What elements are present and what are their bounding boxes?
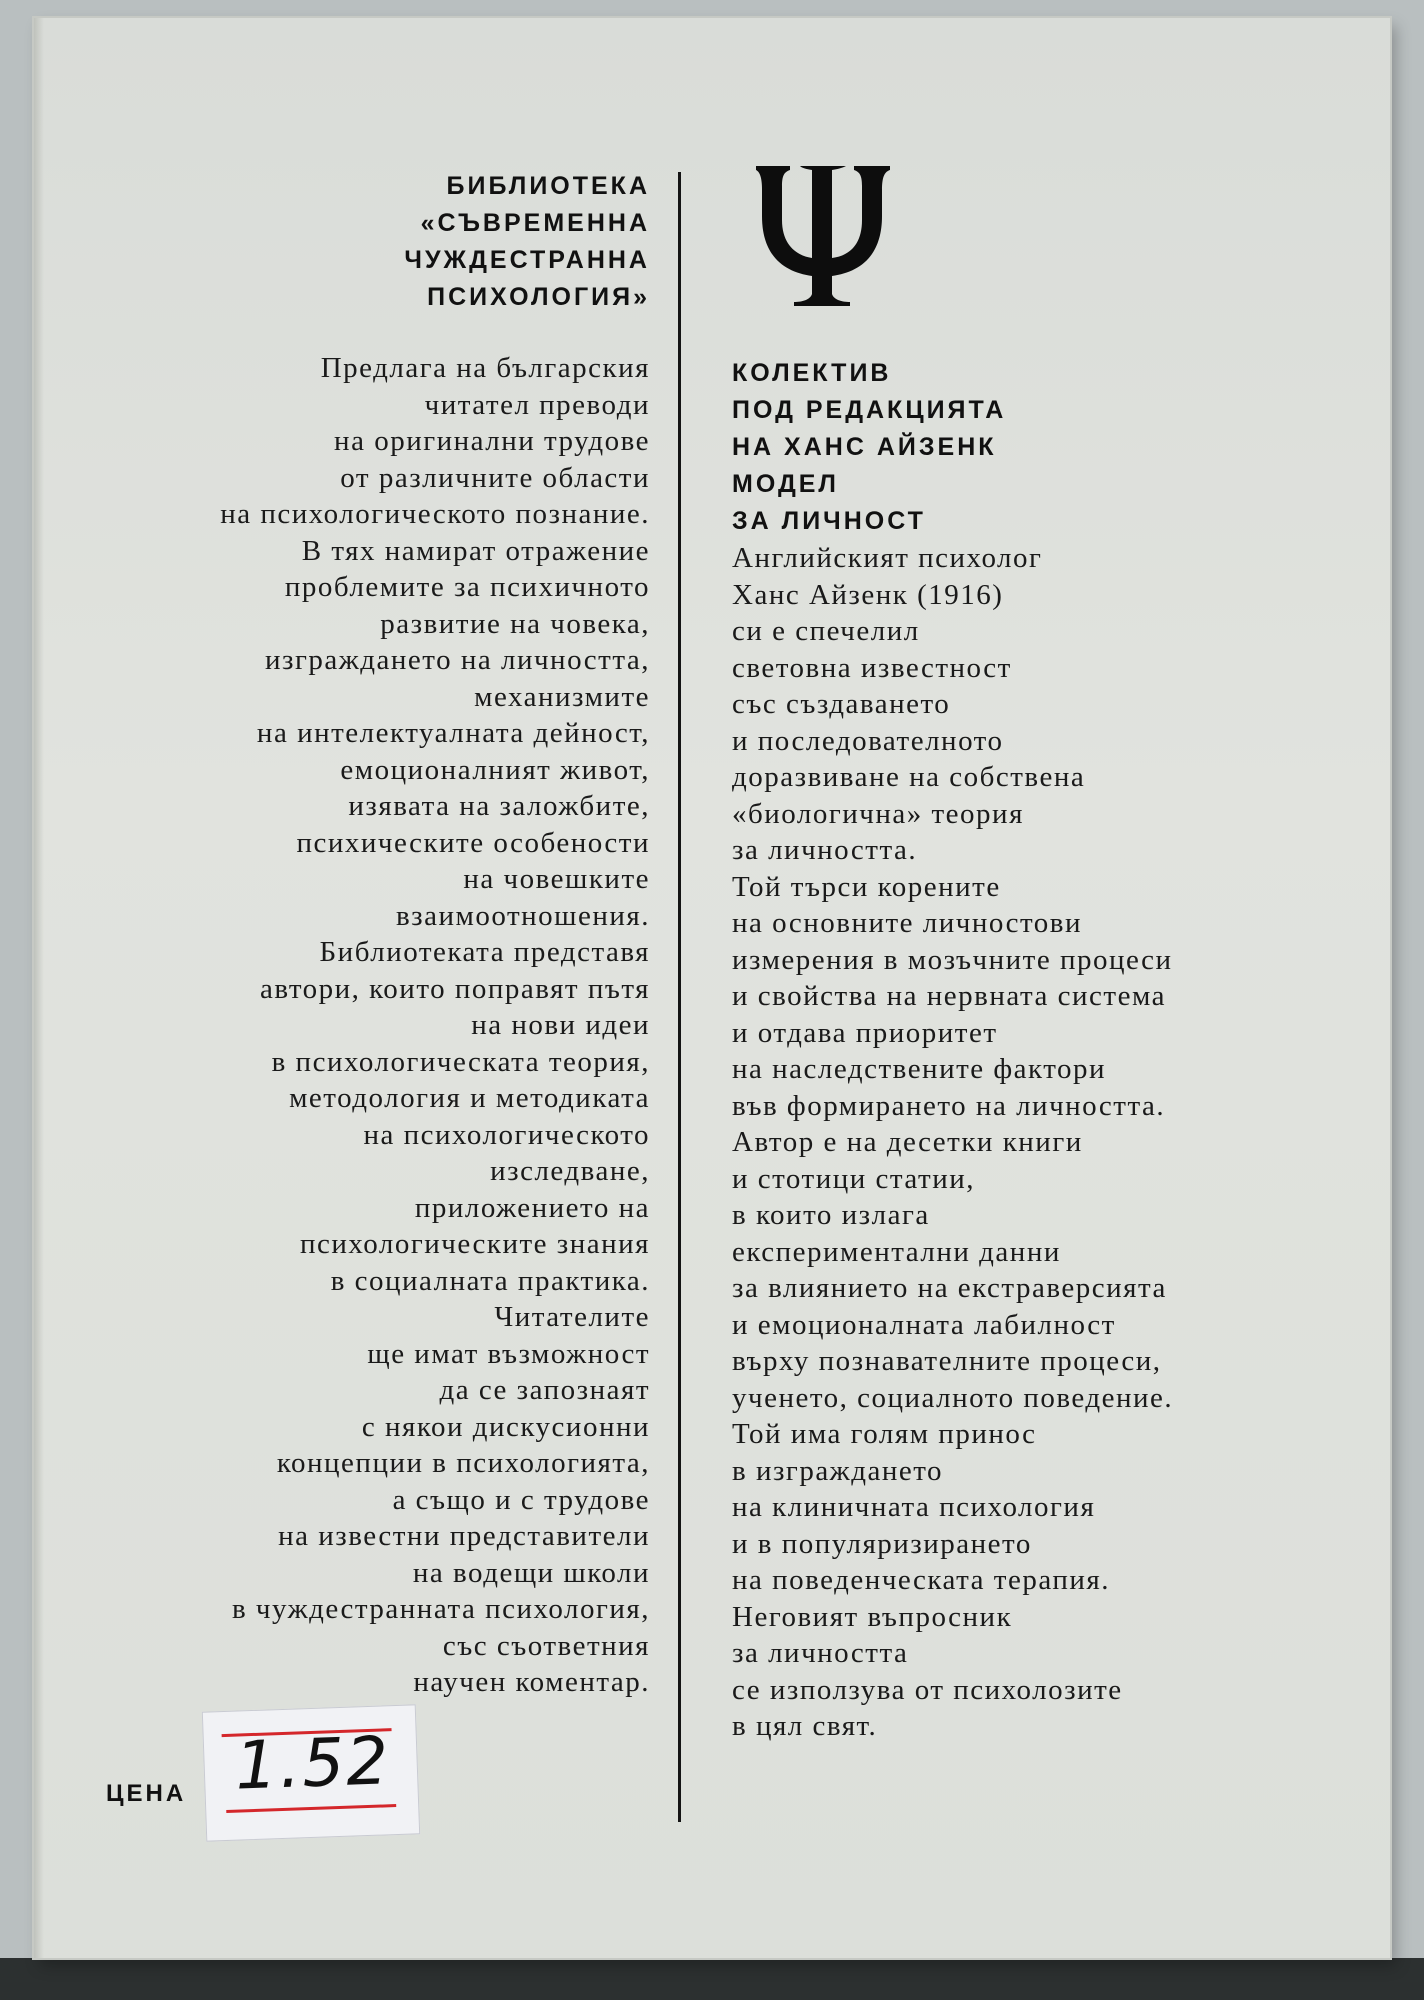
price-sticker (202, 1704, 420, 1841)
text-line: методология и методиката (289, 1082, 650, 1114)
book-heading-line: НА ХАНС АЙЗЕНК (732, 433, 997, 461)
text-line: в чуждестранната психология, (231, 1593, 650, 1625)
text-line: на наследствените фактори (732, 1053, 1107, 1085)
series-heading-line: ПСИХОЛОГИЯ» (427, 283, 650, 311)
book-heading-line: МОДЕЛ (732, 470, 839, 498)
text-line: доразвиване на собствена (732, 761, 1086, 793)
sticker-red-rule (226, 1804, 396, 1813)
text-line: на психологическото познание. (220, 498, 650, 530)
text-line: със съответния (442, 1629, 650, 1662)
text-line: на човешките (463, 863, 650, 895)
text-line: за влиянието на екстраверсията (732, 1272, 1167, 1304)
text-line: проблемите за психичното (284, 571, 650, 603)
text-line: и отдава приоритет (732, 1016, 998, 1049)
text-line: в социалната практика. (330, 1264, 650, 1297)
series-body-text (90, 350, 650, 1701)
text-line: Предлага на българския (320, 352, 650, 384)
text-line: на основните личностови (732, 907, 1082, 939)
text-line: от различните области (340, 461, 650, 494)
price-value: 1.52 (233, 1722, 392, 1805)
series-heading-line: ЧУЖДЕСТРАННА (404, 246, 650, 274)
text-line: Ханс Айзенк (1916) (732, 578, 1004, 611)
text-line: световна известност (732, 651, 1012, 684)
text-line: и в популяризирането (732, 1527, 1032, 1560)
text-line: развитие на човека, (380, 607, 650, 640)
text-line: да се запознаят (439, 1374, 650, 1406)
text-line: автори, които поправят пътя (260, 972, 650, 1005)
text-line: на известни представители (278, 1520, 650, 1552)
series-description (90, 168, 650, 1701)
text-line: Библиотеката представя (319, 936, 650, 968)
text-line: се използува от психолозите (732, 1673, 1123, 1706)
psi-icon (750, 160, 895, 310)
column-divider (678, 172, 681, 1822)
text-line: ученето, социалното поведение. (732, 1381, 1174, 1414)
text-line: експериментални данни (732, 1235, 1061, 1268)
text-line: на клиничната психология (732, 1491, 1096, 1523)
text-line: изявата на заложбите, (348, 790, 650, 822)
text-line: на психологическото (363, 1118, 650, 1151)
text-line: в цял свят. (732, 1710, 878, 1742)
text-line: си е спечелил (732, 615, 920, 647)
text-line: на оригинални трудове (334, 425, 650, 457)
text-line: със създаването (732, 688, 951, 720)
text-line: и емоционалната лабилност (732, 1308, 1116, 1341)
series-heading-line: БИБЛИОТЕКА (446, 172, 650, 200)
text-line: на водещи школи (412, 1556, 650, 1589)
text-line: механизмите (474, 680, 650, 713)
text-line: психологическите знания (300, 1228, 650, 1260)
text-line: «биологична» теория (732, 797, 1024, 830)
text-line: концепции в психологията, (276, 1447, 650, 1479)
book-body-text (732, 540, 1372, 1745)
text-line: измерения в мозъчните процеси (732, 943, 1173, 976)
text-line: В тях намират отражение (301, 534, 650, 567)
text-line: в изграждането (732, 1454, 944, 1487)
text-line: научен коментар. (413, 1666, 650, 1698)
text-line: на интелектуалната дейност, (256, 717, 650, 749)
text-line: читател преводи (424, 388, 650, 421)
book-heading-line: ЗА ЛИЧНОСТ (732, 507, 926, 535)
text-line: изследване, (490, 1155, 650, 1187)
text-line: Автор е на десетки книги (732, 1126, 1083, 1158)
text-line: за личността (732, 1637, 909, 1669)
text-line: в които излага (732, 1199, 930, 1231)
text-line: взаимоотношения. (395, 899, 650, 932)
text-line: Неговият въпросник (732, 1600, 1013, 1633)
text-line: на поведенческата терапия. (732, 1564, 1110, 1596)
text-line: ще имат възможност (367, 1337, 650, 1370)
text-line: Английският психолог (732, 542, 1043, 574)
book-heading-line: КОЛЕКТИВ (732, 359, 892, 387)
text-line: и стотици статии, (732, 1162, 976, 1195)
text-line: на нови идеи (471, 1009, 650, 1041)
background-surface (0, 1958, 1424, 2000)
series-heading (90, 168, 650, 316)
text-line: и свойства на нервната система (732, 980, 1166, 1012)
text-line: във формирането на личността. (732, 1089, 1166, 1122)
text-line: Читателите (494, 1301, 650, 1333)
text-line: изграждането на личността, (265, 644, 650, 676)
text-line: върху познавателните процеси, (732, 1345, 1162, 1377)
text-line: за личността. (732, 834, 918, 866)
text-line: в психологическата теория, (271, 1045, 650, 1078)
book-description (732, 355, 1372, 1745)
book-heading-line: ПОД РЕДАКЦИЯТА (732, 396, 1007, 424)
text-line: Той има голям принос (732, 1418, 1037, 1450)
price-label: ЦЕНА (106, 1780, 187, 1807)
text-line: психическите особености (296, 826, 650, 859)
book-heading (732, 355, 1372, 540)
text-line: с някои дискусионни (361, 1410, 650, 1443)
series-heading-line: «СЪВРЕМЕННА (420, 209, 650, 237)
text-line: а също и с трудове (392, 1483, 650, 1516)
text-line: приложението на (414, 1191, 650, 1224)
text-line: и последователното (732, 724, 1004, 757)
text-line: Той търси корените (732, 870, 1001, 903)
text-line: емоционалният живот, (340, 753, 650, 786)
